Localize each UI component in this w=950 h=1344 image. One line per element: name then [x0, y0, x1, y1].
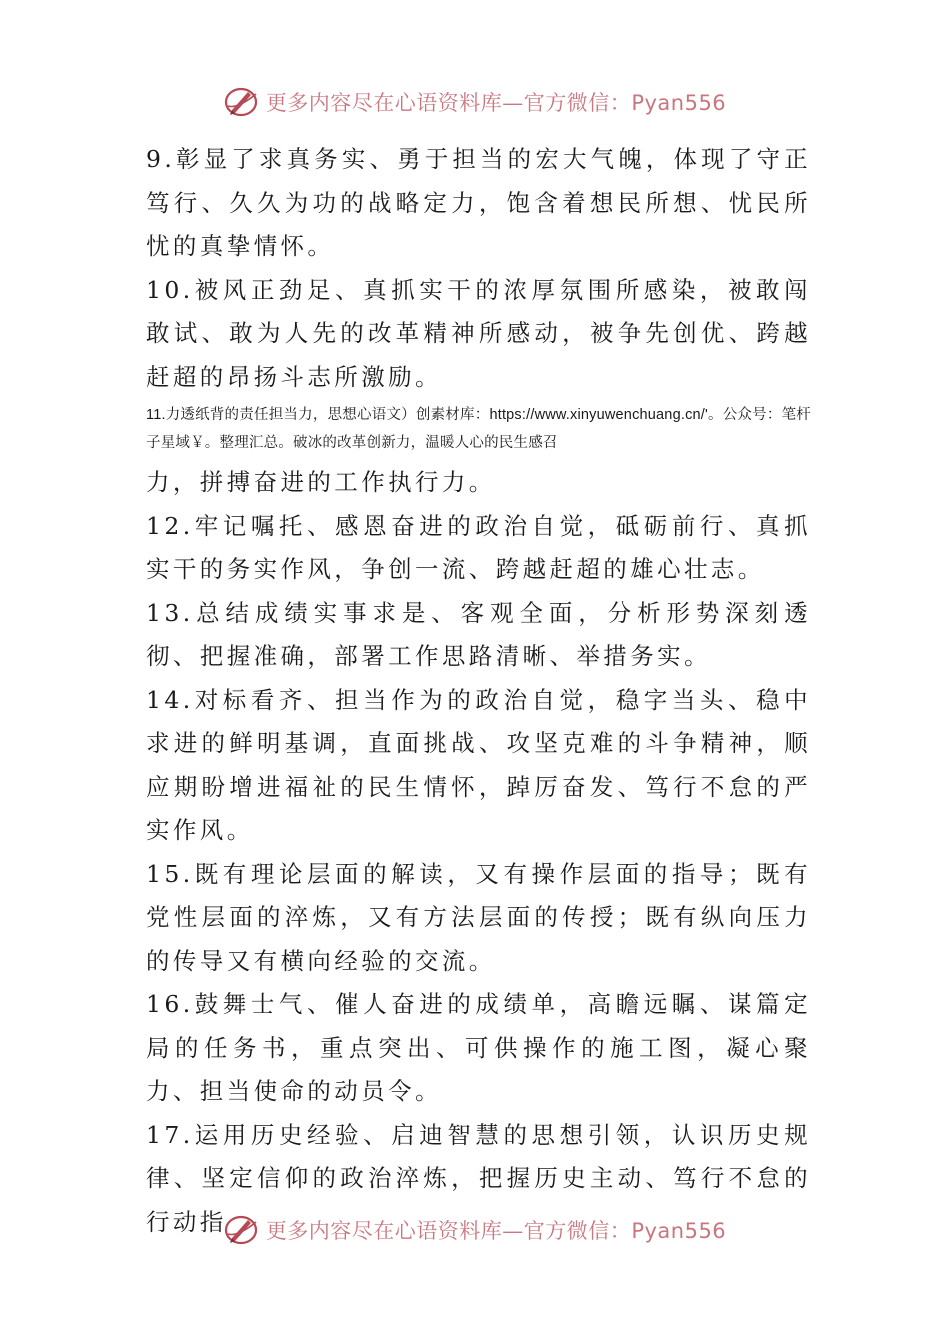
- header-banner-inner: [224, 84, 726, 120]
- paragraph-16: 16.鼓舞士气、催人奋进的成绩单，高瞻远瞩、谋篇定局的任务书，重点突出、可供操作的施工图，凝心聚力、担当使命的动员令。: [146, 990, 811, 1105]
- paragraph-12: 12.牢记嘱托、感恩奋进的政治自觉，砥砺前行、真抓实干的务实作风，争创一流、跨越赶超的雄心壮志。: [146, 511, 811, 583]
- header-banner-label: 更多内容尽在心语资料库—官方微信：: [265, 91, 632, 115]
- paragraph-13: 13.总结成绩实事求是、客观全面，分析形势深刻透彻、把握准确，部署工作思路清晰、举措务实。: [146, 598, 811, 670]
- footer-wechat-id: Pyan556: [631, 1219, 727, 1243]
- document-body: [146, 138, 811, 1244]
- paragraph-17: 17.运用历史经验、启迪智慧的思想引领，认识历史规律、坚定信仰的政治淬炼，把握历史主动、笃行不怠的行动指: [146, 1120, 811, 1236]
- footer-banner-label: 更多内容尽在心语资料库—官方微信：: [265, 1219, 632, 1243]
- paragraph-15: 15.既有理论层面的解读，又有操作层面的指导；既有党性层面的淬炼，又有方法层面的传授；既有纵向压力的传导又有横向经验的交流。: [146, 859, 811, 975]
- paragraph-11-continued: 力，拼搏奋进的工作执行力。: [146, 468, 496, 496]
- footer-banner: [0, 1210, 950, 1250]
- footer-banner-inner: [224, 1212, 726, 1248]
- footer-banner-text: [266, 1215, 726, 1245]
- header-banner: [0, 82, 950, 122]
- header-wechat-id: Pyan556: [631, 91, 727, 115]
- paragraph-11-small-text: 11.力透纸背的责任担当力，思想心语文）创素材库：https://www.xinyuwenchuang.cn/'。公众号：笔杆子星域￥。整理汇总。破冰的改革创新力，温暖人心的民生感召: [146, 407, 811, 451]
- pen-logo-icon: [224, 1212, 260, 1248]
- header-banner-text: [266, 87, 726, 117]
- paragraph-9: 9.彰显了求真务实、勇于担当的宏大气魄，体现了守正笃行、久久为功的战略定力，饱含着想民所想、忧民所忧的真挚情怀。: [146, 145, 811, 260]
- pen-logo-icon: [224, 84, 260, 120]
- paragraph-10: 10.被风正劲足、真抓实干的浓厚氛围所感染，被敢闯敢试、敢为人先的改革精神所感动，被争先创优、跨越赶超的昂扬斗志所激励。: [146, 275, 811, 391]
- paragraph-14: 14.对标看齐、担当作为的政治自觉，稳字当头、稳中求进的鲜明基调，直面挑战、攻坚克难的斗争精神，顺应期盼增进福祉的民生情怀，踔厉奋发、笃行不怠的严实作风。: [146, 685, 811, 844]
